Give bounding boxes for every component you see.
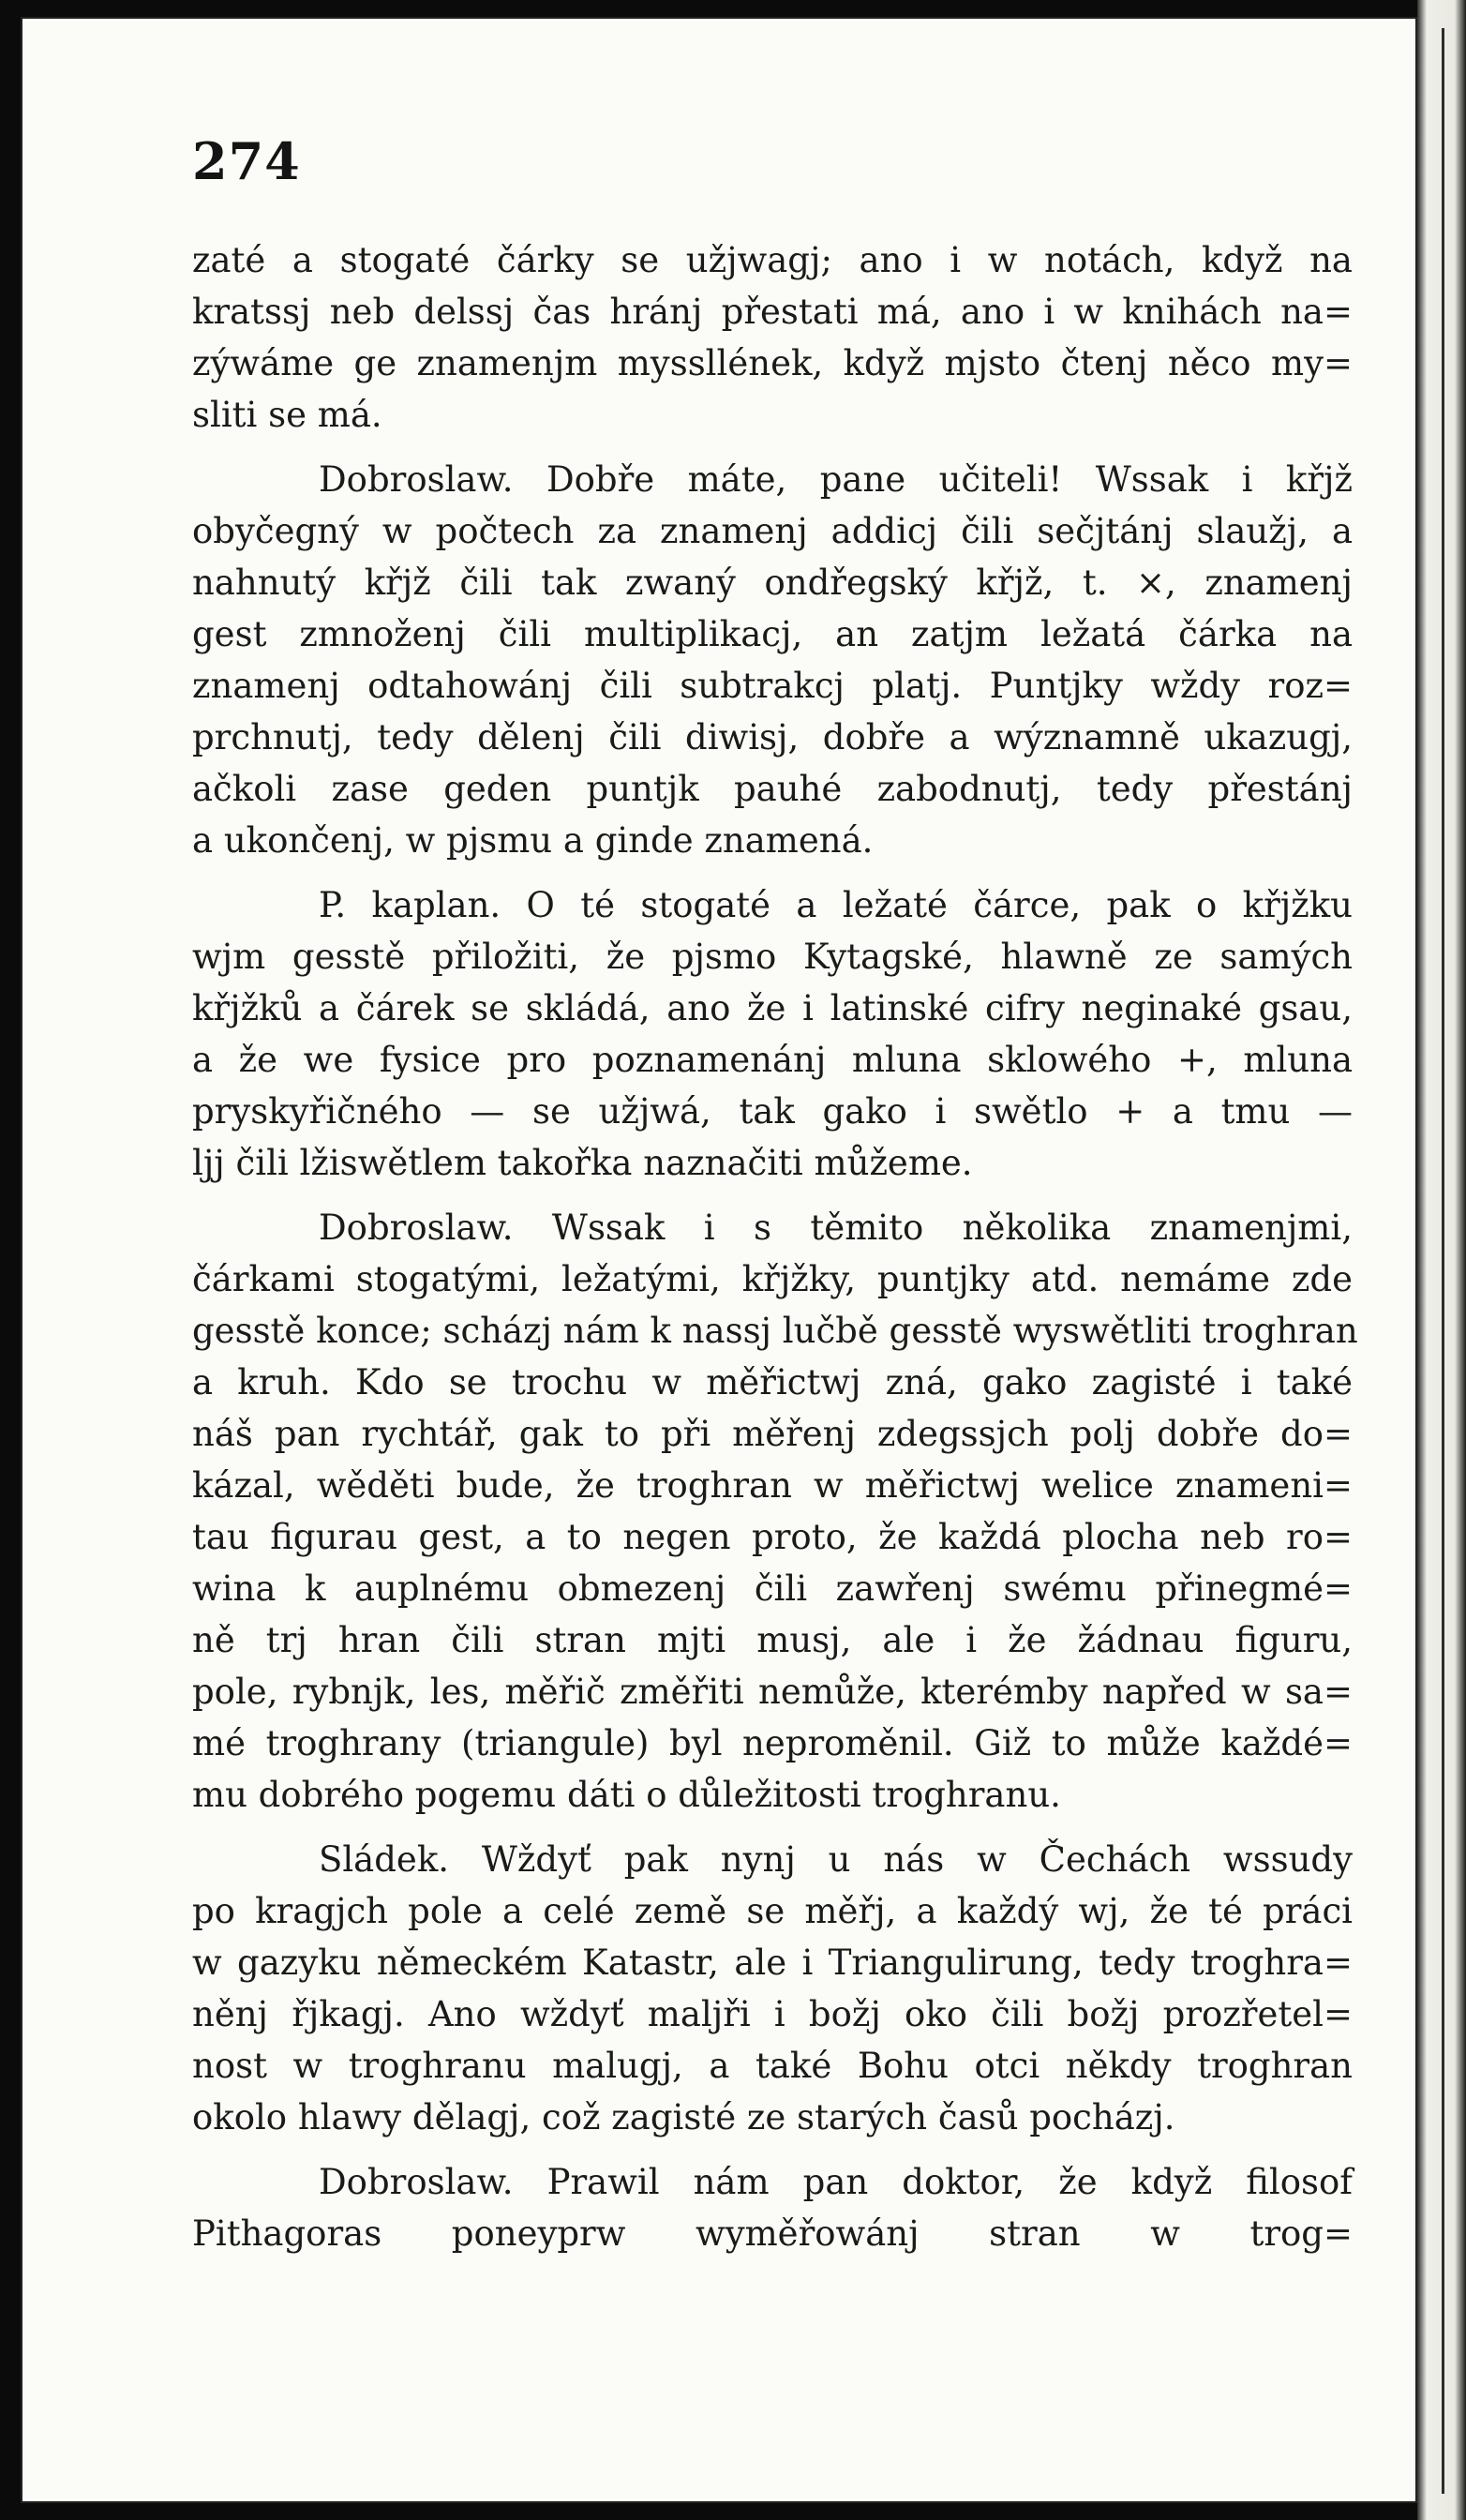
text-line: Sládek. Wždyť pak nynj u nás w Čechách wssudy <box>319 1839 1353 1880</box>
text-line: mu dobrého pogemu dáti o důležitosti troghranu. <box>192 1775 1061 1815</box>
text-line: obyčegný w počtech za znamenj addicj čili sečjtánj slaužj, a <box>192 511 1353 551</box>
text-line: wjm gesstě přiložiti, že pjsmo Kytagské, hlawně ze samých <box>192 937 1353 977</box>
text-line: kázal, wěděti bude, že troghran w měřictwj welice znameni= <box>192 1465 1353 1506</box>
text-line: pryskyřičného — se užjwá, tak gako i swětlo + a tmu — <box>192 1091 1353 1132</box>
text-line: okolo hlawy dělagj, což zagisté ze starých časů pocházj. <box>192 2097 1175 2138</box>
text-line: sliti se má. <box>192 395 382 435</box>
text-line: zaté a stogaté čárky se užjwagj; ano i w notách, když na <box>192 240 1353 280</box>
text-line: mé troghrany (triangule) byl neproměnil. Giž to může každé= <box>192 1723 1353 1763</box>
text-line: zýwáme ge znamenjm myssllének, když mjsto čtenj něco my= <box>192 343 1353 383</box>
text-line: křjžků a čárek se skládá, ano že i latinské cifry neginaké gsau, <box>192 988 1353 1028</box>
text-line: ně trj hran čili stran mjti musj, ale i že žádnau figuru, <box>192 1620 1353 1660</box>
text-line: ačkoli zase geden puntjk pauhé zabodnutj, tedy přestánj <box>192 769 1353 809</box>
text-line: w gazyku německém Katastr, ale i Triangulirung, tedy troghra= <box>192 1942 1353 1983</box>
text-line: pole, rybnjk, les, měřič změřiti nemůže, kterémby napřed w sa= <box>192 1672 1353 1712</box>
text-line: prchnutj, tedy dělenj čili diwisj, dobře a wýznamně ukazugj, <box>192 717 1353 758</box>
text-line: P. kaplan. O té stogaté a ležaté čárce, pak o křjžku <box>319 885 1353 925</box>
text-line: tau figurau gest, a to negen proto, že každá plocha neb ro= <box>192 1517 1353 1557</box>
page-edge-line <box>1442 28 1444 2494</box>
text-line: Dobroslaw. Wssak i s těmito několika znamenjmi, <box>319 1208 1353 1248</box>
text-line: a ukončenj, w pjsmu a ginde znamená. <box>192 820 874 861</box>
text-line: znamenj odtahowánj čili subtrakcj platj. Puntjky wždy roz= <box>192 666 1353 706</box>
text-line: Dobroslaw. Dobře máte, pane učiteli! Wssak i křjž <box>319 459 1353 500</box>
text-line: kratssj neb delssj čas hránj přestati má, ano i w knihách na= <box>192 292 1353 332</box>
page-number: 274 <box>192 131 301 191</box>
text-line: nost w troghranu malugj, a také Bohu otci někdy troghran <box>192 2046 1353 2086</box>
text-line: něnj řjkagj. Ano wždyť maljři i božj oko čili božj prozřetel= <box>192 1994 1353 2034</box>
text-line: a kruh. Kdo se trochu w měřictwj zná, gako zagisté i také <box>192 1362 1353 1402</box>
text-line: a že we fysice pro poznamenánj mluna sklowého +, mluna <box>192 1040 1353 1080</box>
text-line: ljj čili lžiswětlem takořka naznačiti můžeme. <box>192 1143 973 1183</box>
text-line: Dobroslaw. Prawil nám pan doktor, že když filosof <box>319 2162 1353 2202</box>
text-line: wina k auplnému obmezenj čili zawřenj swému přinegmé= <box>192 1568 1353 1609</box>
text-line: po kragjch pole a celé země se měřj, a každý wj, že té práci <box>192 1891 1353 1931</box>
text-line: gest zmnoženj čili multiplikacj, an zatjm ležatá čárka na <box>192 614 1353 654</box>
page-text <box>192 234 1358 2259</box>
text-line: čárkami stogatými, ležatými, křjžky, puntjky atd. nemáme zde <box>192 1259 1353 1299</box>
text-line: gesstě konce; scházj nám k nassj lučbě gesstě wyswětliti troghran <box>192 1311 1358 1351</box>
text-line: Pithagoras poneyprw wyměřowánj stran w trog= <box>192 2213 1353 2254</box>
text-line: nahnutý křjž čili tak zwaný ondřegský křjž, t. ×, znamenj <box>192 562 1353 603</box>
text-line: náš pan rychtář, gak to při měřenj zdegssjch polj dobře do= <box>192 1414 1353 1454</box>
